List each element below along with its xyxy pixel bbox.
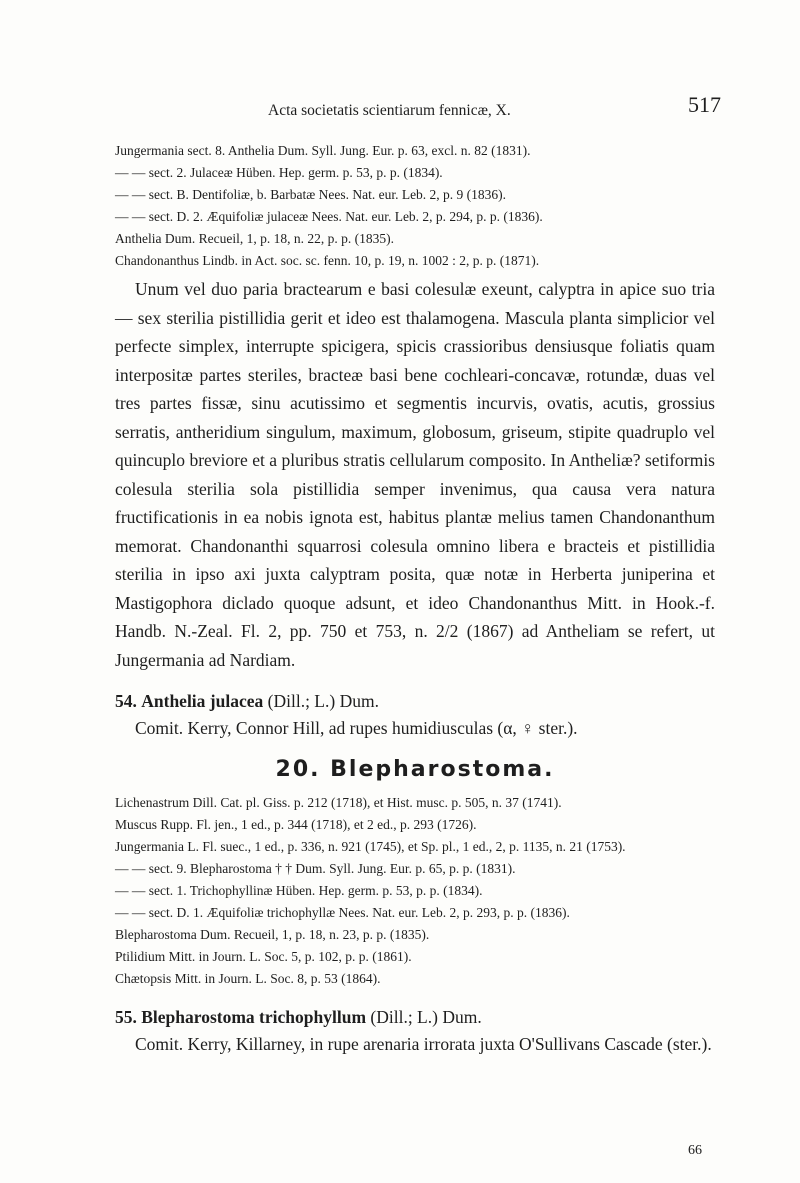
synonym-line: Chandonanthus Lindb. in Act. soc. sc. fenn. 10, p. 19, n. 1002 : 2, p. p. (1871). bbox=[115, 253, 540, 268]
species-heading bbox=[115, 1004, 715, 1031]
species-authority: (Dill.; L.) Dum. bbox=[370, 1007, 482, 1027]
journal-title: Acta societatis scientiarum fennicæ, X. bbox=[268, 102, 511, 119]
synonym-line: Blepharostoma Dum. Recueil, 1, p. 18, n. 23, p. p. (1835). bbox=[115, 927, 430, 942]
synonym-line: Anthelia Dum. Recueil, 1, p. 18, n. 22, p. p. (1835). bbox=[115, 231, 394, 246]
synonym-line: Muscus Rupp. Fl. jen., 1 ed., p. 344 (1718), et 2 ed., p. 293 (1726). bbox=[115, 817, 477, 832]
signature-mark: 66 bbox=[688, 1143, 702, 1158]
synonym-line: — — sect. D. 2. Æquifoliæ julaceæ Nees. Nat. eur. Leb. 2, p. 294, p. p. (1836). bbox=[115, 209, 543, 224]
synonym-line: — — sect. D. 1. Æquifoliæ trichophyllæ Nees. Nat. eur. Leb. 2, p. 293, p. p. (1836). bbox=[115, 905, 570, 920]
locality-note: Comit. Kerry, Killarney, in rupe arenaria irrorata juxta O'Sullivans Cascade (ster.). bbox=[135, 1034, 712, 1054]
description-paragraph: Unum vel duo paria bractearum e basi colesulæ exeunt, calyptra in apice suo tria — sex sterilia pistillidia gerit et ideo est thalamogena. Mascula planta simplicior vel perfecte simplex, interrupte spicigera, spicis crassioribus densiusque foliatis quam interpositæ partes steriles, bracteæ basi bene cochleari-concavæ, rotundæ, duas vel tres partes fissæ, sinu acutissimo et segmentis incurvis, ovatis, acutis, grossius serratis, antheridium singulum, maximum, globosum, griseum, stipite quadruplo vel quincuplo breviore et a pluribus stratis cellularum composito. In Antheliæ? setiformis colesula sterilia sola pistillidia semper invenimus, qua causa vera natura fructificationis in ea nobis ignota est, habitus plantæ melius tamen Chandonanthum memorat. Chandonanthi squarrosi colesula omnino libera e bracteis et pistillidia sterilia in ipso axi juxta calyptram posita, quæ notæ in Herberta juniperina et Mastigophora diclado quoque adsunt, et ideo Chandonanthus Mitt. in Hook.-f. Handb. N.-Zeal. Fl. 2, pp. 750 et 753, n. 2/2 (1867) ad Antheliam se refert, ut Jungermania ad Nardiam. bbox=[115, 279, 715, 670]
species-number: 55. bbox=[115, 1007, 137, 1027]
page-number: 517 bbox=[688, 92, 721, 117]
synonym-line: Chætopsis Mitt. in Journ. L. Soc. 8, p. 53 (1864). bbox=[115, 971, 381, 986]
genus-heading: 20. Blepharostoma. bbox=[275, 757, 555, 782]
species-heading bbox=[115, 688, 715, 715]
synonym-line: Lichenastrum Dill. Cat. pl. Giss. p. 212 (1718), et Hist. musc. p. 505, n. 37 (1741). bbox=[115, 795, 562, 810]
species-number: 54. bbox=[115, 691, 137, 711]
synonym-line: Jungermania sect. 8. Anthelia Dum. Syll. Jung. Eur. p. 63, excl. n. 82 (1831). bbox=[115, 143, 531, 158]
species-authority: (Dill.; L.) Dum. bbox=[267, 691, 379, 711]
synonym-line: Ptilidium Mitt. in Journ. L. Soc. 5, p. 102, p. p. (1861). bbox=[115, 949, 412, 964]
species-name: Anthelia julacea bbox=[141, 691, 264, 711]
synonym-line: — — sect. 1. Trichophyllinæ Hüben. Hep. germ. p. 53, p. p. (1834). bbox=[115, 883, 483, 898]
synonym-line: — — sect. 2. Julaceæ Hüben. Hep. germ. p. 53, p. p. (1834). bbox=[115, 165, 443, 180]
locality-note: Comit. Kerry, Connor Hill, ad rupes humidiusculas (α, ♀ ster.). bbox=[135, 718, 578, 738]
synonymy-blepharostoma bbox=[115, 792, 715, 990]
synonymy-anthelia bbox=[115, 140, 715, 272]
synonym-line: — — sect. B. Dentifoliæ, b. Barbatæ Nees. Nat. eur. Leb. 2, p. 9 (1836). bbox=[115, 187, 507, 202]
species-name: Blepharostoma trichophyllum bbox=[141, 1007, 367, 1027]
synonym-line: — — sect. 9. Blepharostoma † † Dum. Syll. Jung. Eur. p. 65, p. p. (1831). bbox=[115, 861, 516, 876]
page-body bbox=[115, 140, 715, 1057]
synonym-line: Jungermania L. Fl. suec., 1 ed., p. 336, n. 921 (1745), et Sp. pl., 1 ed., 2, p. 1135, n. 21 (1753). bbox=[115, 839, 626, 854]
